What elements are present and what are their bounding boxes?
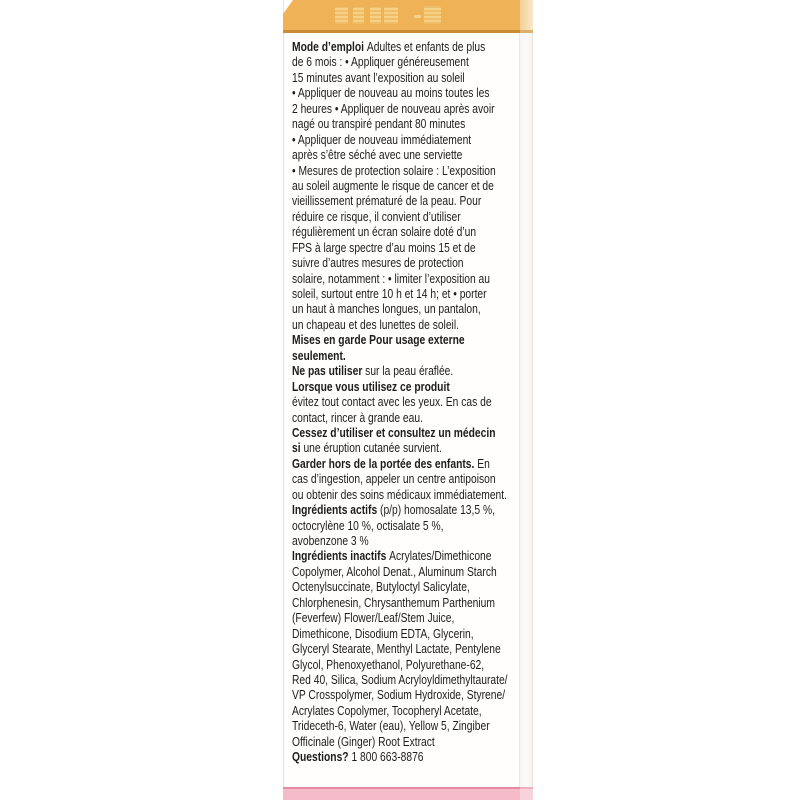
- label-line: [292, 440, 467, 455]
- label-line: [292, 193, 482, 209]
- label-body-text: 2 heures • Appliquer de nouveau après avoir: [292, 100, 495, 116]
- label-line: [292, 54, 467, 69]
- label-line: [292, 548, 492, 564]
- label-body-text: Officinale (Ginger) Root Extract: [292, 733, 435, 749]
- label-line: [292, 177, 494, 193]
- label-line: [292, 702, 482, 718]
- package-top-band-side: [520, 0, 533, 33]
- label-body-text: Glycol, Phenoxyethanol, Polyurethane-62,: [292, 656, 485, 672]
- label-body-text: • Appliquer de nouveau immédiatement: [292, 131, 472, 147]
- label-body-text: après s’être séché avec une serviette: [292, 147, 463, 163]
- label-line: [292, 718, 490, 734]
- faded-print-mark-icon: [414, 15, 421, 18]
- faded-print-mark-icon: [370, 7, 381, 24]
- label-heading-text: si: [292, 440, 304, 456]
- label-body-text: réduire ce risque, il convient d’utiliser: [292, 208, 461, 224]
- label-body-text: avobenzone 3 %: [292, 533, 369, 548]
- label-line: [292, 116, 467, 131]
- label-line: [292, 70, 467, 85]
- label-line: [292, 147, 467, 162]
- faded-print-mark-icon: [424, 6, 441, 24]
- label-text: [292, 39, 516, 765]
- label-body-text: évitez tout contact avec les yeux. En cas de: [292, 394, 492, 410]
- label-body-text: un haut à manches longues, un pantalon,: [292, 301, 481, 317]
- label-line: [292, 671, 508, 687]
- label-line: [292, 332, 467, 347]
- label-line: [292, 471, 496, 487]
- label-line: [292, 424, 496, 440]
- label-body-text: Glyceryl Stearate, Menthyl Lactate, Pentylene: [292, 641, 501, 657]
- label-line: [292, 348, 467, 363]
- label-line: [292, 610, 467, 625]
- label-line: [292, 394, 492, 410]
- label-line: [292, 579, 470, 595]
- package-box: [283, 0, 533, 800]
- label-body-text: VP Crosspolymer, Sodium Hydroxide, Styrene/: [292, 687, 506, 703]
- label-body-text: contact, rincer à grande eau.: [292, 409, 423, 425]
- label-heading-text: Questions?: [292, 749, 352, 765]
- faded-print-mark-icon: [353, 7, 364, 24]
- label-line: [292, 379, 467, 394]
- label-body-text: Dimethicone, Disodium EDTA, Glycerin,: [292, 625, 474, 641]
- label-line: [292, 687, 506, 703]
- label-line: [292, 563, 497, 579]
- label-heading-text: Cessez d’utiliser et consultez un médecin: [292, 424, 496, 440]
- label-line: [292, 317, 467, 332]
- label-heading-text: Garder hors de la portée des enfants.: [292, 455, 478, 471]
- label-body-text: 15 minutes avant l’exposition au soleil: [292, 69, 465, 85]
- label-body-text: (Feverfew) Flower/Leaf/Stem Juice,: [292, 610, 455, 626]
- label-line: [292, 594, 495, 610]
- label-body-text: suivre d’autres mesures de protection: [292, 255, 464, 271]
- label-body-text: sur la peau éraflée.: [365, 363, 454, 379]
- label-line: [292, 301, 481, 317]
- label-line: [292, 209, 467, 224]
- label-line: [292, 656, 485, 672]
- package-side-panel: [520, 0, 533, 800]
- label-line: [292, 162, 496, 178]
- package-bottom-band: [283, 787, 520, 800]
- label-body-text: Acrylates Copolymer, Tocopheryl Acetate,: [292, 702, 482, 718]
- label-body-text: octocrylène 10 %, octisalate 5 %,: [292, 517, 444, 533]
- label-line: [292, 100, 495, 116]
- label-body-text: de 6 mois : • Appliquer généreusement: [292, 54, 469, 70]
- label-line: [292, 518, 467, 533]
- label-line: [292, 255, 467, 270]
- label-body-text: FPS à large spectre d’au moins 15 et de: [292, 239, 476, 255]
- label-line: [292, 286, 487, 301]
- label-body-text: Octenylsuccinate, Butyloctyl Salicylate,: [292, 579, 470, 595]
- package-top-band: [283, 0, 520, 33]
- label-body-text: 1 800 663-8876: [351, 749, 424, 765]
- label-line: [292, 270, 490, 286]
- label-body-text: Chlorphenesin, Chrysanthemum Parthenium: [292, 594, 495, 610]
- label-body-text: une éruption cutanée survient.: [303, 440, 442, 456]
- label-heading-text: Ingrédients inactifs: [292, 548, 390, 564]
- label-body-text: Copolymer, Alcohol Denat., Aluminum Starch: [292, 563, 497, 579]
- label-body-text: • Appliquer de nouveau au moins toutes les: [292, 85, 490, 101]
- label-line: [292, 85, 490, 101]
- label-line: [292, 502, 495, 518]
- label-body-text: (p/p) homosalate 13,5 %,: [380, 502, 495, 518]
- label-line: [292, 363, 467, 378]
- label-line: [292, 239, 476, 255]
- label-heading-text: Mises en garde Pour usage externe: [292, 332, 465, 348]
- label-line: [292, 641, 501, 657]
- label-line: [292, 39, 486, 54]
- label-body-text: au soleil augmente le risque de cancer et de: [292, 177, 494, 193]
- label-body-text: Trideceth-6, Water (eau), Yellow 5, Zingiber: [292, 718, 490, 734]
- label-heading-text: Lorsque vous utilisez ce produit: [292, 378, 450, 394]
- label-line: [292, 455, 490, 471]
- label-heading-text: Mode d’emploi: [292, 39, 367, 54]
- label-body-text: un chapeau et des lunettes de soleil.: [292, 316, 459, 332]
- label-heading-text: Ingrédients actifs: [292, 502, 381, 518]
- label-body-text: • Mesures de protection solaire : L’exposition: [292, 162, 496, 178]
- label-heading-text: seulement.: [292, 347, 346, 363]
- label-line: [292, 749, 467, 764]
- faded-print-mark-icon: [335, 7, 348, 24]
- label-body-text: solaire, notamment : • limiter l’exposition au: [292, 270, 490, 286]
- label-body-text: Red 40, Silica, Sodium Acryloyldimethyltaurate/: [292, 671, 508, 687]
- label-body-text: En: [477, 455, 490, 471]
- label-line: [292, 131, 472, 147]
- label-body-text: régulièrement un écran solaire doté d’un: [292, 224, 477, 240]
- label-body-text: ou obtenir des soins médicaux immédiatement.: [292, 486, 507, 502]
- label-line: [292, 224, 477, 240]
- label-body-text: nagé ou transpiré pendant 80 minutes: [292, 116, 466, 132]
- label-line: [292, 734, 467, 749]
- label-body-text: Acrylates/Dimethicone: [389, 548, 492, 564]
- label-body-text: Adultes et enfants de plus: [366, 39, 486, 54]
- label-line: [292, 486, 507, 502]
- label-body-text: vieillissement prématuré de la peau. Pour: [292, 193, 482, 209]
- label-line: [292, 410, 467, 425]
- label-body-text: soleil, surtout entre 10 h et 14 h; et • porter: [292, 286, 487, 301]
- package-bottom-band-side: [520, 787, 533, 800]
- faded-print-mark-icon: [384, 7, 398, 24]
- label-line: [292, 533, 467, 548]
- label-line: [292, 625, 474, 641]
- label-body-text: cas d’ingestion, appeler un centre antipoison: [292, 471, 496, 487]
- label-heading-text: Ne pas utiliser: [292, 363, 366, 379]
